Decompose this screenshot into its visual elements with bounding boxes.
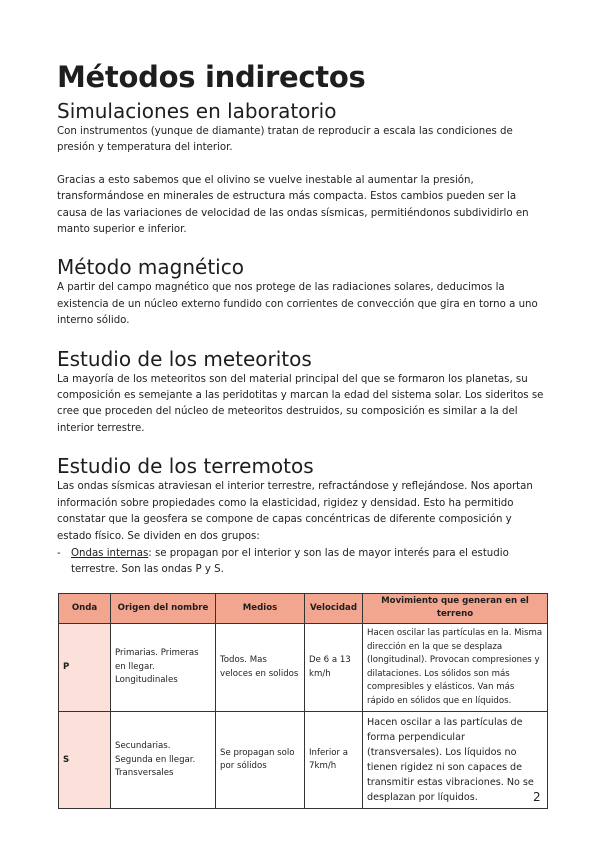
- table-row: [59, 623, 548, 712]
- earthquakes-paragraph: Las ondas sísmicas atraviesan el interior terrestre, refractándose y reflejándose. Nos aportan información sobre propiedades como la elasticidad, rigidez y densidad. Esto ha permitido constatar que la geosfera se compone de capas concéntricas de diferente composición y estado físico. Se dividen en dos grupos:: [57, 481, 533, 542]
- lab-paragraph-2: Gracias a esto sabemos que el olivino se vuelve inestable al aumentar la presión, transformándose en minerales de estructura más compacta. Estos cambios pueden ser la causa de las variaciones de velocidad de las ondas sísmicas, permitiéndonos subdividirlo en manto superior e inferior.: [57, 174, 529, 236]
- cell-origen: Secundarias. Segunda en llegar. Transversales: [111, 712, 216, 809]
- heading-magnetic: Método magnético: [57, 255, 244, 280]
- cell-onda: P: [59, 623, 111, 712]
- column-header-velocidad: Velocidad: [305, 593, 363, 623]
- waves-table: [58, 593, 548, 810]
- column-header-origen: Origen del nombre: [111, 593, 216, 623]
- page-title: Métodos indirectos: [57, 60, 366, 94]
- page-number: 2: [533, 790, 541, 804]
- bullet-term: Ondas internas: [71, 547, 149, 559]
- bullet-text: : se propagan por el interior y son las de mayor interés para el estudio terrestre. Son las ondas P y S.: [71, 547, 509, 576]
- lab-paragraph-1: Con instrumentos (yunque de diamante) tratan de reproducir a escala las condiciones de presión y temperatura del interior.: [57, 126, 513, 154]
- bullet-dash: -: [57, 547, 61, 559]
- list-item: [57, 546, 547, 579]
- column-header-movimiento: Movimiento que generan en el terreno: [363, 593, 548, 623]
- cell-medios: Se propagan solo por sólidos: [216, 712, 305, 809]
- page-content: [57, 58, 547, 809]
- meteorites-paragraph: La mayoría de los meteoritos son del material principal del que se formaron los planetas, su composición es semejante a las peridotitas y marcan la edad del sistema solar. Los sideritos se cree que proceden del núcleo de meteoritos destruidos, su composición es similar a la del interior terrestre.: [57, 373, 544, 434]
- heading-meteorites: Estudio de los meteoritos: [57, 346, 312, 371]
- column-header-medios: Medios: [216, 593, 305, 623]
- magnetic-paragraph: A partir del campo magnético que nos protege de las radiaciones solares, deducimos la existencia de un núcleo externo fundido con corrientes de convección que gira en torno a uno interno sólido.: [57, 282, 538, 327]
- cell-medios: Todos. Mas veloces en solidos: [216, 623, 305, 712]
- cell-movimiento: Hacen oscilar las partículas en la. Misma dirección en la que se desplaza (longitudinal). Provocan compresiones y dilataciones. Los sólidos son más compresibles y elásticos. Van más rápido en sólidos que en líquidos.: [363, 623, 548, 712]
- table-row: [59, 712, 548, 809]
- table-header-row: [59, 593, 548, 623]
- cell-velocidad: Inferior a 7km/h: [305, 712, 363, 809]
- cell-movimiento: Hacen oscilar a las partículas de forma perpendicular (transversales). Los líquidos no tienen rigidez ni son capaces de transmitir estas vibraciones. No se desplazan por líquidos.: [363, 712, 548, 809]
- cell-origen: Primarias. Primeras en llegar. Longitudinales: [111, 623, 216, 712]
- heading-earthquakes: Estudio de los terremotos: [57, 454, 314, 479]
- column-header-onda: Onda: [59, 593, 111, 623]
- cell-velocidad: De 6 a 13 km/h: [305, 623, 363, 712]
- cell-onda: S: [59, 712, 111, 809]
- heading-lab: Simulaciones en laboratorio: [57, 99, 337, 123]
